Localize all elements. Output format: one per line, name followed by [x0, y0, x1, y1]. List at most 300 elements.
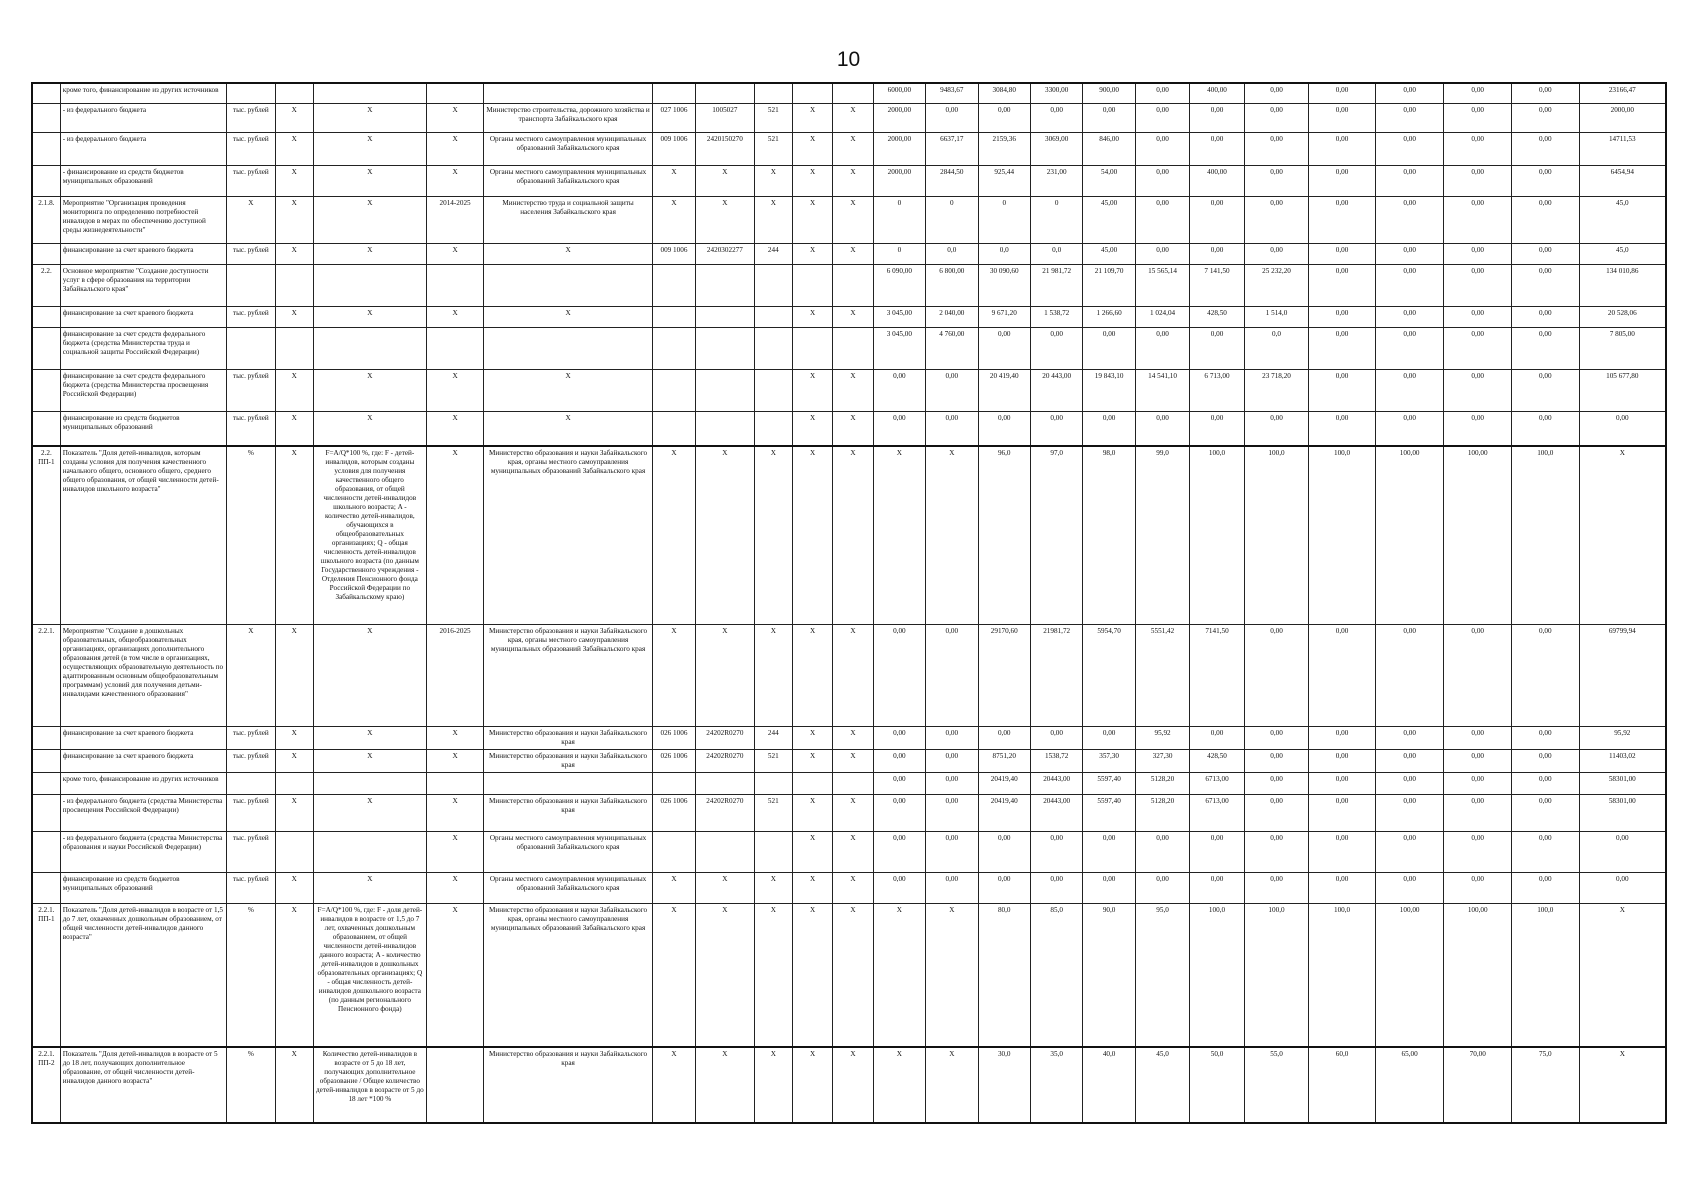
table-cell: 40,0 [1083, 1047, 1135, 1123]
table-cell: 54,00 [1083, 165, 1135, 196]
table-cell: 1005027 [696, 103, 755, 132]
table-cell: 521 [754, 749, 792, 772]
table-cell: 70,00 [1444, 1047, 1512, 1123]
table-cell: - из федерального бюджета (средства Министерства образования и науки Российской Федерации) [60, 831, 226, 872]
table-cell: 0,00 [1083, 726, 1135, 749]
table-cell: 100,00 [1375, 446, 1444, 624]
table-cell: 0,00 [873, 749, 925, 772]
table-cell [275, 83, 313, 103]
table-cell: X [313, 726, 426, 749]
table-cell: X [426, 165, 483, 196]
table-cell: 100,0 [1190, 446, 1244, 624]
table-cell: финансирование за счет краевого бюджета [60, 243, 226, 264]
table-cell: Министерство труда и социальной защиты населения Забайкальского края [484, 196, 652, 243]
table-row [32, 446, 1666, 624]
table-cell: 2.2.1. [32, 624, 60, 726]
table-cell: 1 538,72 [1030, 306, 1082, 327]
table-cell: 428,50 [1190, 306, 1244, 327]
table-cell [275, 772, 313, 794]
table-cell: 0,0 [1030, 243, 1082, 264]
table-cell: 2000,00 [1579, 103, 1666, 132]
table-cell: - финансирование из средств бюджетов муниципальных образований [60, 165, 226, 196]
table-cell: 0,00 [1190, 411, 1244, 446]
table-cell: 0,00 [1190, 196, 1244, 243]
table-cell [792, 772, 832, 794]
table-cell: X [754, 872, 792, 903]
table-cell: 0 [926, 196, 978, 243]
table-cell: 1538,72 [1030, 749, 1082, 772]
table-cell: 30 090,60 [978, 264, 1030, 306]
table-cell [754, 327, 792, 369]
table-cell: 0,00 [1512, 327, 1580, 369]
table-cell: кроме того, финансирование из других источников [60, 83, 226, 103]
table-cell: X [1579, 903, 1666, 1047]
table-cell [484, 264, 652, 306]
table-cell: 0,00 [1375, 749, 1444, 772]
table-cell: 3069,00 [1030, 132, 1082, 165]
table-cell: 21981,72 [1030, 624, 1082, 726]
table-cell: 0,00 [978, 327, 1030, 369]
table-cell: 0,00 [926, 749, 978, 772]
table-cell: X [754, 165, 792, 196]
table-cell: X [275, 165, 313, 196]
table-cell: X [313, 196, 426, 243]
table-cell: X [426, 872, 483, 903]
table-cell: X [313, 132, 426, 165]
table-cell: 0,00 [873, 831, 925, 872]
table-cell: 75,0 [1512, 1047, 1580, 1123]
table-cell: 0,00 [1444, 243, 1512, 264]
table-cell: 0,00 [1135, 103, 1189, 132]
table-cell: 24202R0270 [696, 726, 755, 749]
table-cell: 2844,50 [926, 165, 978, 196]
table-cell: X [792, 196, 832, 243]
table-cell: 0,00 [1444, 369, 1512, 411]
table-row [32, 726, 1666, 749]
table-cell: 0,00 [1244, 196, 1309, 243]
table-cell: 95,0 [1135, 903, 1189, 1047]
table-cell: 0,0 [1244, 327, 1309, 369]
table-cell [652, 772, 695, 794]
table-cell: 0,00 [1512, 726, 1580, 749]
table-cell: 6 713,00 [1190, 369, 1244, 411]
table-cell: 0,00 [1135, 83, 1189, 103]
table-cell: 58301,00 [1579, 772, 1666, 794]
table-cell: X [484, 306, 652, 327]
table-cell: Министерство образования и науки Забайкальского края [484, 1047, 652, 1123]
table-cell: 0,00 [873, 411, 925, 446]
table-cell [652, 369, 695, 411]
table-cell: 0,00 [1135, 243, 1189, 264]
table-cell: 0,00 [1309, 132, 1376, 165]
table-cell: 45,00 [1083, 196, 1135, 243]
table-cell: 0,00 [1309, 872, 1376, 903]
table-cell: X [873, 446, 925, 624]
table-cell: 0,00 [926, 831, 978, 872]
table-cell: 026 1006 [652, 749, 695, 772]
table-cell: X [652, 903, 695, 1047]
table-cell: 5954,70 [1083, 624, 1135, 726]
table-cell: 100,00 [1375, 903, 1444, 1047]
table-row [32, 196, 1666, 243]
table-cell: Министерство строительства, дорожного хозяйства и транспорта Забайкальского края [484, 103, 652, 132]
table-cell: 0,00 [1512, 369, 1580, 411]
table-cell: 20 528,06 [1579, 306, 1666, 327]
table-cell: X [426, 749, 483, 772]
table-cell: X [696, 196, 755, 243]
table-cell: 0,00 [1030, 872, 1082, 903]
table-cell: 0,00 [1309, 749, 1376, 772]
table-cell: 6637,17 [926, 132, 978, 165]
table-cell: Органы местного самоуправления муниципальных образований Забайкальского края [484, 831, 652, 872]
table-cell: X [792, 369, 832, 411]
table-cell: X [275, 369, 313, 411]
table-cell [275, 327, 313, 369]
table-cell: X [313, 306, 426, 327]
table-row [32, 243, 1666, 264]
table-cell: 14 541,10 [1135, 369, 1189, 411]
table-cell [696, 772, 755, 794]
table-cell: 0,00 [1309, 726, 1376, 749]
table-cell: 100,0 [1244, 903, 1309, 1047]
table-cell: 3084,80 [978, 83, 1030, 103]
table-cell: X [426, 132, 483, 165]
table-cell: 0,00 [1309, 794, 1376, 831]
table-cell [426, 1047, 483, 1123]
table-cell: 0,00 [978, 831, 1030, 872]
table-cell: 20443,00 [1030, 772, 1082, 794]
table-cell: 6000,00 [873, 83, 925, 103]
program-table [31, 82, 1667, 1124]
table-cell [833, 772, 873, 794]
table-cell: 24202R0270 [696, 749, 755, 772]
table-cell: 0,00 [1375, 103, 1444, 132]
table-cell: 0,00 [1190, 831, 1244, 872]
table-cell: X [696, 624, 755, 726]
table-cell: 0,00 [1083, 327, 1135, 369]
table-cell: X [275, 411, 313, 446]
table-cell: 009 1006 [652, 243, 695, 264]
table-cell: 0,00 [1375, 411, 1444, 446]
table-cell: % [227, 903, 275, 1047]
table-cell: F=A/Q*100 %, где: F - детей-инвалидов, которым созданы условия для получения качественного общего образования, от общей численности детей-инвалидов школьного возраста; A - количество детей-инвалидов, обучающихся в общеобразовательных организациях; Q - общая численность детей-инвалидов школьного возраста (по данным Государственного учреждения - Отделения Пенсионного фонда Российской Федерации по Забайкальскому краю) [313, 446, 426, 624]
table-cell: 0,00 [1579, 831, 1666, 872]
table-cell: 428,50 [1190, 749, 1244, 772]
table-cell: 0,00 [1135, 165, 1189, 196]
table-cell: % [227, 446, 275, 624]
table-cell: X [792, 726, 832, 749]
table-cell [754, 831, 792, 872]
table-cell: 0,0 [926, 243, 978, 264]
table-cell: 6 090,00 [873, 264, 925, 306]
table-cell: 0,00 [1375, 624, 1444, 726]
table-cell: 0,00 [1375, 831, 1444, 872]
table-cell: 0,00 [926, 794, 978, 831]
table-cell: 2.1.8. [32, 196, 60, 243]
table-cell: X [652, 624, 695, 726]
table-cell: 25 232,20 [1244, 264, 1309, 306]
table-cell: 0,00 [1512, 165, 1580, 196]
table-cell: - из федерального бюджета [60, 103, 226, 132]
table-cell [696, 306, 755, 327]
table-cell: X [275, 196, 313, 243]
table-cell: 026 1006 [652, 726, 695, 749]
table-cell: 3300,00 [1030, 83, 1082, 103]
table-cell: X [426, 446, 483, 624]
table-cell: 8751,20 [978, 749, 1030, 772]
table-cell: 244 [754, 726, 792, 749]
table-cell: 0,00 [873, 369, 925, 411]
table-cell [32, 103, 60, 132]
table-cell: 0,00 [1244, 772, 1309, 794]
table-cell: 0,00 [1444, 103, 1512, 132]
table-cell: Министерство образования и науки Забайкальского края, органы местного самоуправления муниципальных образований Забайкальского края [484, 446, 652, 624]
table-cell: X [652, 1047, 695, 1123]
table-cell: 0,00 [1309, 103, 1376, 132]
table-cell: X [275, 132, 313, 165]
table-cell: X [833, 624, 873, 726]
table-cell: 0,00 [1579, 411, 1666, 446]
table-cell: 026 1006 [652, 794, 695, 831]
table-cell: X [484, 411, 652, 446]
table-cell [426, 83, 483, 103]
table-cell: финансирование из средств бюджетов муниципальных образований [60, 872, 226, 903]
table-cell: 45,00 [1083, 243, 1135, 264]
table-cell: X [792, 103, 832, 132]
table-cell: 0,00 [926, 726, 978, 749]
table-cell: Органы местного самоуправления муниципальных образований Забайкальского края [484, 165, 652, 196]
table-cell: 2000,00 [873, 165, 925, 196]
table-cell: X [275, 1047, 313, 1123]
table-cell: 0,00 [1309, 831, 1376, 872]
table-cell [696, 369, 755, 411]
table-cell: 0 [978, 196, 1030, 243]
table-cell: X [792, 831, 832, 872]
table-cell: финансирование за счет краевого бюджета [60, 749, 226, 772]
table-cell: 0,00 [1375, 872, 1444, 903]
table-cell: 0,00 [1309, 772, 1376, 794]
table-cell: X [275, 872, 313, 903]
table-cell: 0,00 [926, 772, 978, 794]
table-cell [484, 327, 652, 369]
table-cell [754, 306, 792, 327]
table-cell: тыс. рублей [227, 831, 275, 872]
table-cell: 65,00 [1375, 1047, 1444, 1123]
table-cell: 0,00 [1375, 243, 1444, 264]
table-cell: 1 514,0 [1244, 306, 1309, 327]
table-row [32, 83, 1666, 103]
table-cell: X [833, 794, 873, 831]
table-cell: 900,00 [1083, 83, 1135, 103]
table-cell: 0,00 [1375, 794, 1444, 831]
table-cell: X [833, 132, 873, 165]
table-cell: 90,0 [1083, 903, 1135, 1047]
table-cell: 0,00 [1375, 726, 1444, 749]
table-cell: 2000,00 [873, 103, 925, 132]
table-cell: 45,0 [1135, 1047, 1189, 1123]
table-cell: X [426, 411, 483, 446]
table-cell: 0,00 [873, 726, 925, 749]
table-cell: 0,00 [1512, 872, 1580, 903]
table-cell: 0,00 [1512, 749, 1580, 772]
table-cell: X [833, 306, 873, 327]
table-cell: 0,00 [1309, 624, 1376, 726]
table-cell [652, 306, 695, 327]
table-cell: 0,00 [1030, 726, 1082, 749]
table-cell [313, 327, 426, 369]
table-cell: Министерство образования и науки Забайкальского края, органы местного самоуправления муниципальных образований Забайкальского края [484, 903, 652, 1047]
table-cell: 0,00 [1190, 872, 1244, 903]
table-cell: 0,00 [1244, 872, 1309, 903]
table-cell: X [833, 103, 873, 132]
table-cell: 2016-2025 [426, 624, 483, 726]
table-cell: 0,00 [1512, 831, 1580, 872]
table-row [32, 749, 1666, 772]
table-cell: 0,00 [1190, 327, 1244, 369]
table-cell: 5597,40 [1083, 772, 1135, 794]
table-cell [792, 83, 832, 103]
table-cell: 23 718,20 [1244, 369, 1309, 411]
table-cell: X [484, 369, 652, 411]
table-cell: X [426, 103, 483, 132]
table-cell: 2.2.1. ПП-1 [32, 903, 60, 1047]
table-cell [696, 83, 755, 103]
table-cell [426, 327, 483, 369]
table-cell: X [652, 872, 695, 903]
table-cell: тыс. рублей [227, 165, 275, 196]
table-cell: X [833, 243, 873, 264]
table-cell: 0,00 [1444, 749, 1512, 772]
table-cell: 0,00 [1244, 165, 1309, 196]
table-cell: X [696, 872, 755, 903]
table-cell: 0,00 [1512, 794, 1580, 831]
table-cell: 0,00 [1083, 831, 1135, 872]
table-cell: X [754, 446, 792, 624]
table-cell: 0,00 [1512, 411, 1580, 446]
table-cell: 0,00 [1309, 243, 1376, 264]
table-cell: X [833, 411, 873, 446]
table-cell [652, 831, 695, 872]
table-cell [754, 369, 792, 411]
table-cell: X [426, 369, 483, 411]
table-cell: Министерство образования и науки Забайкальского края [484, 749, 652, 772]
table-row [32, 794, 1666, 831]
table-cell: 3 045,00 [873, 306, 925, 327]
table-cell: 69799,94 [1579, 624, 1666, 726]
table-cell: X [833, 903, 873, 1047]
table-cell: 100,0 [1309, 446, 1376, 624]
table-cell [833, 327, 873, 369]
table-cell: 0,00 [1135, 831, 1189, 872]
table-cell [32, 327, 60, 369]
table-cell: 15 565,14 [1135, 264, 1189, 306]
table-cell [313, 264, 426, 306]
table-cell [696, 831, 755, 872]
table-cell [32, 132, 60, 165]
table-cell: X [652, 196, 695, 243]
table-cell: 100,0 [1309, 903, 1376, 1047]
table-cell: X [275, 446, 313, 624]
table-row [32, 411, 1666, 446]
table-cell: 6713,00 [1190, 772, 1244, 794]
table-cell: 0,00 [1309, 369, 1376, 411]
table-cell: 35,0 [1030, 1047, 1082, 1123]
table-cell: X [792, 411, 832, 446]
table-cell: X [313, 369, 426, 411]
table-cell: - из федерального бюджета [60, 132, 226, 165]
table-cell: 0,00 [1030, 327, 1082, 369]
table-cell [833, 83, 873, 103]
table-cell: 0,00 [1244, 132, 1309, 165]
table-cell [426, 264, 483, 306]
table-cell [696, 264, 755, 306]
table-cell [275, 264, 313, 306]
table-cell [754, 264, 792, 306]
table-cell [32, 772, 60, 794]
table-cell: 0,00 [1444, 132, 1512, 165]
table-cell: 5128,20 [1135, 794, 1189, 831]
table-cell: X [275, 794, 313, 831]
table-cell: 21 981,72 [1030, 264, 1082, 306]
table-cell: 0,00 [978, 103, 1030, 132]
table-cell: 0,00 [1309, 327, 1376, 369]
table-cell: 1 024,04 [1135, 306, 1189, 327]
table-cell [32, 872, 60, 903]
table-cell: X [792, 306, 832, 327]
table-cell: 100,00 [1444, 446, 1512, 624]
table-cell: 0 [1030, 196, 1082, 243]
table-cell: Министерство образования и науки Забайкальского края [484, 794, 652, 831]
table-cell: кроме того, финансирование из других источников [60, 772, 226, 794]
table-cell: 2000,00 [873, 132, 925, 165]
table-cell: Количество детей-инвалидов в возрасте от 5 до 18 лет, получающих дополнительное образование / Общее количество детей-инвалидов в возрасте от 5 до 18 лет *100 % [313, 1047, 426, 1123]
table-cell [696, 327, 755, 369]
table-cell: 100,0 [1512, 446, 1580, 624]
table-cell: 7141,50 [1190, 624, 1244, 726]
table-cell: финансирование за счет средств федерального бюджета (средства Министерства труда и социальной защиты Российской Федерации) [60, 327, 226, 369]
table-cell: 3 045,00 [873, 327, 925, 369]
table-cell: X [792, 749, 832, 772]
table-cell: 97,0 [1030, 446, 1082, 624]
table-cell: 0,00 [1244, 726, 1309, 749]
table-cell: 0 [873, 196, 925, 243]
table-cell: 0,00 [1512, 103, 1580, 132]
table-cell [32, 83, 60, 103]
table-cell: 98,0 [1083, 446, 1135, 624]
table-row [32, 132, 1666, 165]
table-cell: X [275, 306, 313, 327]
table-cell [32, 306, 60, 327]
table-cell: 45,0 [1579, 243, 1666, 264]
table-cell [227, 83, 275, 103]
table-cell: 925,44 [978, 165, 1030, 196]
table-cell: X [792, 903, 832, 1047]
table-cell: 0,0 [978, 243, 1030, 264]
table-cell: тыс. рублей [227, 369, 275, 411]
table-cell: 20419,40 [978, 772, 1030, 794]
table-row [32, 103, 1666, 132]
table-cell: 0,00 [1135, 411, 1189, 446]
table-cell: 009 1006 [652, 132, 695, 165]
table-cell: 357,30 [1083, 749, 1135, 772]
table-cell: тыс. рублей [227, 872, 275, 903]
table-cell: 0,00 [1083, 872, 1135, 903]
table-cell: тыс. рублей [227, 306, 275, 327]
table-cell: 95,92 [1579, 726, 1666, 749]
table-cell: 100,0 [1512, 903, 1580, 1047]
table-cell: 0,00 [1579, 872, 1666, 903]
table-cell: X [313, 243, 426, 264]
